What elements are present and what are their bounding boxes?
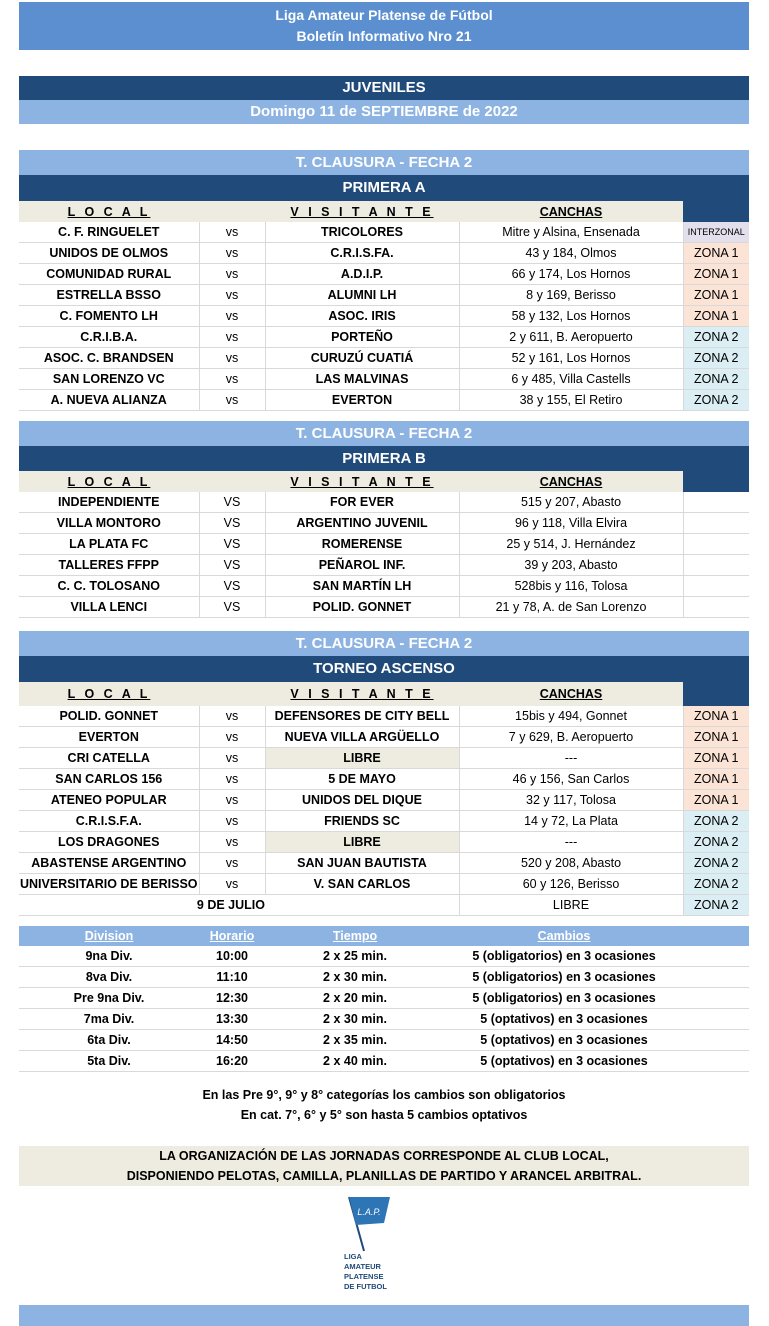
local-team: POLID. GONNET [19,706,199,727]
division: 8va Div. [19,967,199,988]
venue: 14 y 72, La Plata [459,811,683,832]
table-row [19,748,749,769]
venue: 2 y 611, B. Aeropuerto [459,327,683,348]
horario: 14:50 [199,1030,265,1051]
table-header [19,682,749,706]
schedule-row [19,988,749,1009]
table-row [19,874,749,895]
visitor-team: SAN MARTÍN LH [265,576,459,597]
table-row [19,576,749,597]
cambios: 5 (obligatorios) en 3 ocasiones [445,967,683,988]
logo-line-2: AMATEUR [344,1262,381,1271]
table-row [19,832,749,853]
vs-label: vs [199,264,265,285]
table-row [19,555,749,576]
vs-label: vs [199,390,265,411]
local-team: VILLA MONTORO [19,513,199,534]
venue: --- [459,832,683,853]
tiempo: 2 x 35 min. [265,1030,445,1051]
flag-text: L.A.P. [357,1207,381,1217]
local-team: A. NUEVA ALIANZA [19,390,199,411]
venue: 6 y 485, Villa Castells [459,369,683,390]
note-optional: En cat. 7°, 6° y 5° son hasta 5 cambios optativos [240,1108,528,1122]
venue: 15bis y 494, Gonnet [459,706,683,727]
col-visitante: V I S I T A N T E [265,471,459,492]
local-team: C.R.I.B.A. [19,327,199,348]
visitor-team: POLID. GONNET [265,597,459,618]
zone-badge: ZONA 2 [683,369,749,390]
col-canchas: CANCHAS [459,201,683,222]
venue: 39 y 203, Abasto [459,555,683,576]
local-team: SAN CARLOS 156 [19,769,199,790]
zone-badge: ZONA 2 [683,811,749,832]
division: 9na Div. [19,946,199,967]
table-row [19,811,749,832]
venue: Mitre y Alsina, Ensenada [459,222,683,243]
organization-notice [19,1146,749,1186]
torneo-ascenso-table [19,682,749,916]
zone-badge: ZONA 2 [683,832,749,853]
zone-badge: ZONA 1 [683,264,749,285]
bulletin-header [19,2,749,50]
col-canchas: CANCHAS [459,682,683,706]
table-row [19,853,749,874]
local-team: C. C. TOLOSANO [19,576,199,597]
visitor-team: C.R.I.S.FA. [265,243,459,264]
table-row [19,327,749,348]
vs-label: vs [199,790,265,811]
local-team: EVERTON [19,727,199,748]
visitor-team: PORTEÑO [265,327,459,348]
table-header [19,471,749,492]
logo-line-4: DE FUTBOL [344,1282,387,1291]
horario: 11:10 [199,967,265,988]
col-cambios: Cambios [445,926,683,946]
vs-label: vs [199,243,265,264]
col-canchas: CANCHAS [459,471,683,492]
category-title: JUVENILES [19,76,749,100]
venue: 43 y 184, Olmos [459,243,683,264]
vs-label: VS [199,513,265,534]
table-row [19,492,749,513]
col-local: L O C A L [19,471,199,492]
vs-label: vs [199,769,265,790]
local-team: C. F. RINGUELET [19,222,199,243]
tiempo: 2 x 25 min. [265,946,445,967]
local-team: ABASTENSE ARGENTINO [19,853,199,874]
local-team: UNIVERSITARIO DE BERISSO [19,874,199,895]
table-row [19,769,749,790]
zone-badge: ZONA 1 [683,306,749,327]
col-local: L O C A L [19,682,199,706]
zone-badge: ZONA 2 [683,348,749,369]
vs-label: vs [199,832,265,853]
zone-badge: ZONA 1 [683,706,749,727]
zone-badge: ZONA 1 [683,727,749,748]
zone-badge: ZONA 1 [683,790,749,811]
vs-label: vs [199,853,265,874]
tiempo: 2 x 40 min. [265,1051,445,1072]
local-team: TALLERES FFPP [19,555,199,576]
venue: 520 y 208, Abasto [459,853,683,874]
table-header [19,201,749,222]
section-fecha: T. CLAUSURA - FECHA 2 [19,421,749,446]
division: 5ta Div. [19,1051,199,1072]
schedule-row [19,946,749,967]
venue: 515 y 207, Abasto [459,492,683,513]
vs-label: vs [199,874,265,895]
visitor-team: FOR EVER [265,492,459,513]
visitor-team: PEÑAROL INF. [265,555,459,576]
league-logo [338,1193,408,1303]
venue: 7 y 629, B. Aeropuerto [459,727,683,748]
section-fecha: T. CLAUSURA - FECHA 2 [19,150,749,175]
schedule-row [19,1009,749,1030]
organization-line-1: LA ORGANIZACIÓN DE LAS JORNADAS CORRESPONDE AL CLUB LOCAL, [159,1149,609,1163]
table-row [19,348,749,369]
table-row [19,306,749,327]
table-row [19,243,749,264]
horario: 13:30 [199,1009,265,1030]
table-row [19,790,749,811]
vs-label: vs [199,811,265,832]
cambios: 5 (obligatorios) en 3 ocasiones [445,988,683,1009]
table-row [19,390,749,411]
schedule-row [19,1051,749,1072]
tiempo: 2 x 20 min. [265,988,445,1009]
division: Pre 9na Div. [19,988,199,1009]
free-team: 9 DE JULIO [19,895,265,916]
table-row [19,534,749,555]
visitor-team: FRIENDS SC [265,811,459,832]
vs-label: VS [199,492,265,513]
visitor-team: SAN JUAN BAUTISTA [265,853,459,874]
local-team: C.R.I.S.F.A. [19,811,199,832]
venue: --- [459,748,683,769]
table-row [19,285,749,306]
vs-label: VS [199,555,265,576]
logo-line-1: LIGA [344,1252,362,1261]
vs-label: VS [199,576,265,597]
vs-label: VS [199,534,265,555]
visitor-team: NUEVA VILLA ARGÜELLO [265,727,459,748]
venue: 528bis y 116, Tolosa [459,576,683,597]
visitor-team: V. SAN CARLOS [265,874,459,895]
zone-badge: INTERZONAL [683,222,749,243]
cambios: 5 (obligatorios) en 3 ocasiones [445,946,683,967]
schedule-row [19,1030,749,1051]
table-row [19,597,749,618]
tiempo: 2 x 30 min. [265,967,445,988]
table-row [19,222,749,243]
vs-label: vs [199,706,265,727]
col-tiempo: Tiempo [265,926,445,946]
primera-a-table [19,201,749,411]
table-row [19,369,749,390]
venue: 38 y 155, El Retiro [459,390,683,411]
table-row [19,727,749,748]
vs-label: vs [199,348,265,369]
visitor-team: LIBRE [265,832,459,853]
visitor-team: ROMERENSE [265,534,459,555]
horario: 12:30 [199,988,265,1009]
schedule-table [19,926,749,1072]
local-team: ATENEO POPULAR [19,790,199,811]
table-row [19,513,749,534]
zone-badge: ZONA 1 [683,748,749,769]
visitor-team: ALUMNI LH [265,285,459,306]
table-row [19,706,749,727]
visitor-team: EVERTON [265,390,459,411]
zone-badge: ZONA 1 [683,285,749,306]
zone-badge: ZONA 1 [683,243,749,264]
local-team: C. FOMENTO LH [19,306,199,327]
organization-line-2: DISPONIENDO PELOTAS, CAMILLA, PLANILLAS DE PARTIDO Y ARANCEL ARBITRAL. [126,1169,642,1183]
table-row [19,264,749,285]
venue: 46 y 156, San Carlos [459,769,683,790]
local-team: ASOC. C. BRANDSEN [19,348,199,369]
schedule-header [19,926,749,946]
cambios: 5 (optativos) en 3 ocasiones [445,1009,683,1030]
local-team: UNIDOS DE OLMOS [19,243,199,264]
col-local: L O C A L [19,201,199,222]
vs-label: vs [199,222,265,243]
visitor-team: LIBRE [265,748,459,769]
note-mandatory: En las Pre 9°, 9° y 8° categorías los cambios son obligatorios [202,1088,566,1102]
visitor-team: TRICOLORES [265,222,459,243]
zone-badge [683,597,749,618]
section-title: TORNEO ASCENSO [19,656,749,682]
zone-badge: ZONA 2 [683,874,749,895]
venue: LIBRE [459,895,683,916]
tiempo: 2 x 30 min. [265,1009,445,1030]
local-team: LA PLATA FC [19,534,199,555]
venue: 8 y 169, Berisso [459,285,683,306]
footer-bar [19,1305,749,1326]
local-team: CRI CATELLA [19,748,199,769]
zone-badge [683,576,749,597]
flag-icon [338,1193,408,1303]
venue: 60 y 126, Berisso [459,874,683,895]
local-team: VILLA LENCI [19,597,199,618]
zone-badge: ZONA 2 [683,327,749,348]
col-visitante: V I S I T A N T E [265,201,459,222]
zone-badge: ZONA 2 [683,895,749,916]
visitor-team: ASOC. IRIS [265,306,459,327]
visitor-team: 5 DE MAYO [265,769,459,790]
zone-badge: ZONA 1 [683,769,749,790]
col-visitante: V I S I T A N T E [265,682,459,706]
visitor-team: LAS MALVINAS [265,369,459,390]
primera-b-table [19,471,749,618]
visitor-team: CURUZÚ CUATIÁ [265,348,459,369]
venue: 96 y 118, Villa Elvira [459,513,683,534]
local-team: ESTRELLA BSSO [19,285,199,306]
division: 6ta Div. [19,1030,199,1051]
cambios: 5 (optativos) en 3 ocasiones [445,1051,683,1072]
local-team: COMUNIDAD RURAL [19,264,199,285]
visitor-team: UNIDOS DEL DIQUE [265,790,459,811]
table-row [19,895,749,916]
bulletin-number: Boletín Informativo Nro 21 [296,28,472,44]
zone-badge [683,513,749,534]
zone-badge [683,555,749,576]
col-horario: Horario [199,926,265,946]
visitor-team: ARGENTINO JUVENIL [265,513,459,534]
schedule-row [19,967,749,988]
venue: 32 y 117, Tolosa [459,790,683,811]
section-title: PRIMERA A [19,175,749,201]
league-name: Liga Amateur Platense de Fútbol [275,7,493,23]
venue: 58 y 132, Los Hornos [459,306,683,327]
vs-label: vs [199,306,265,327]
visitor-team: DEFENSORES DE CITY BELL [265,706,459,727]
cambios: 5 (optativos) en 3 ocasiones [445,1030,683,1051]
vs-label: vs [199,369,265,390]
match-date: Domingo 11 de SEPTIEMBRE de 2022 [19,100,749,124]
col-division: Division [19,926,199,946]
venue: 52 y 161, Los Hornos [459,348,683,369]
venue: 66 y 174, Los Hornos [459,264,683,285]
local-team: INDEPENDIENTE [19,492,199,513]
venue: 21 y 78, A. de San Lorenzo [459,597,683,618]
vs-label: vs [199,748,265,769]
local-team: SAN LORENZO VC [19,369,199,390]
logo-line-3: PLATENSE [344,1272,384,1281]
vs-label: vs [199,727,265,748]
zone-badge: ZONA 2 [683,853,749,874]
zone-badge [683,492,749,513]
zone-badge [683,534,749,555]
section-fecha: T. CLAUSURA - FECHA 2 [19,631,749,656]
venue: 25 y 514, J. Hernández [459,534,683,555]
division: 7ma Div. [19,1009,199,1030]
local-team: LOS DRAGONES [19,832,199,853]
section-title: PRIMERA B [19,446,749,471]
horario: 10:00 [199,946,265,967]
vs-label: VS [199,597,265,618]
vs-label: vs [199,327,265,348]
zone-badge: ZONA 2 [683,390,749,411]
vs-label: vs [199,285,265,306]
horario: 16:20 [199,1051,265,1072]
visitor-team: A.D.I.P. [265,264,459,285]
